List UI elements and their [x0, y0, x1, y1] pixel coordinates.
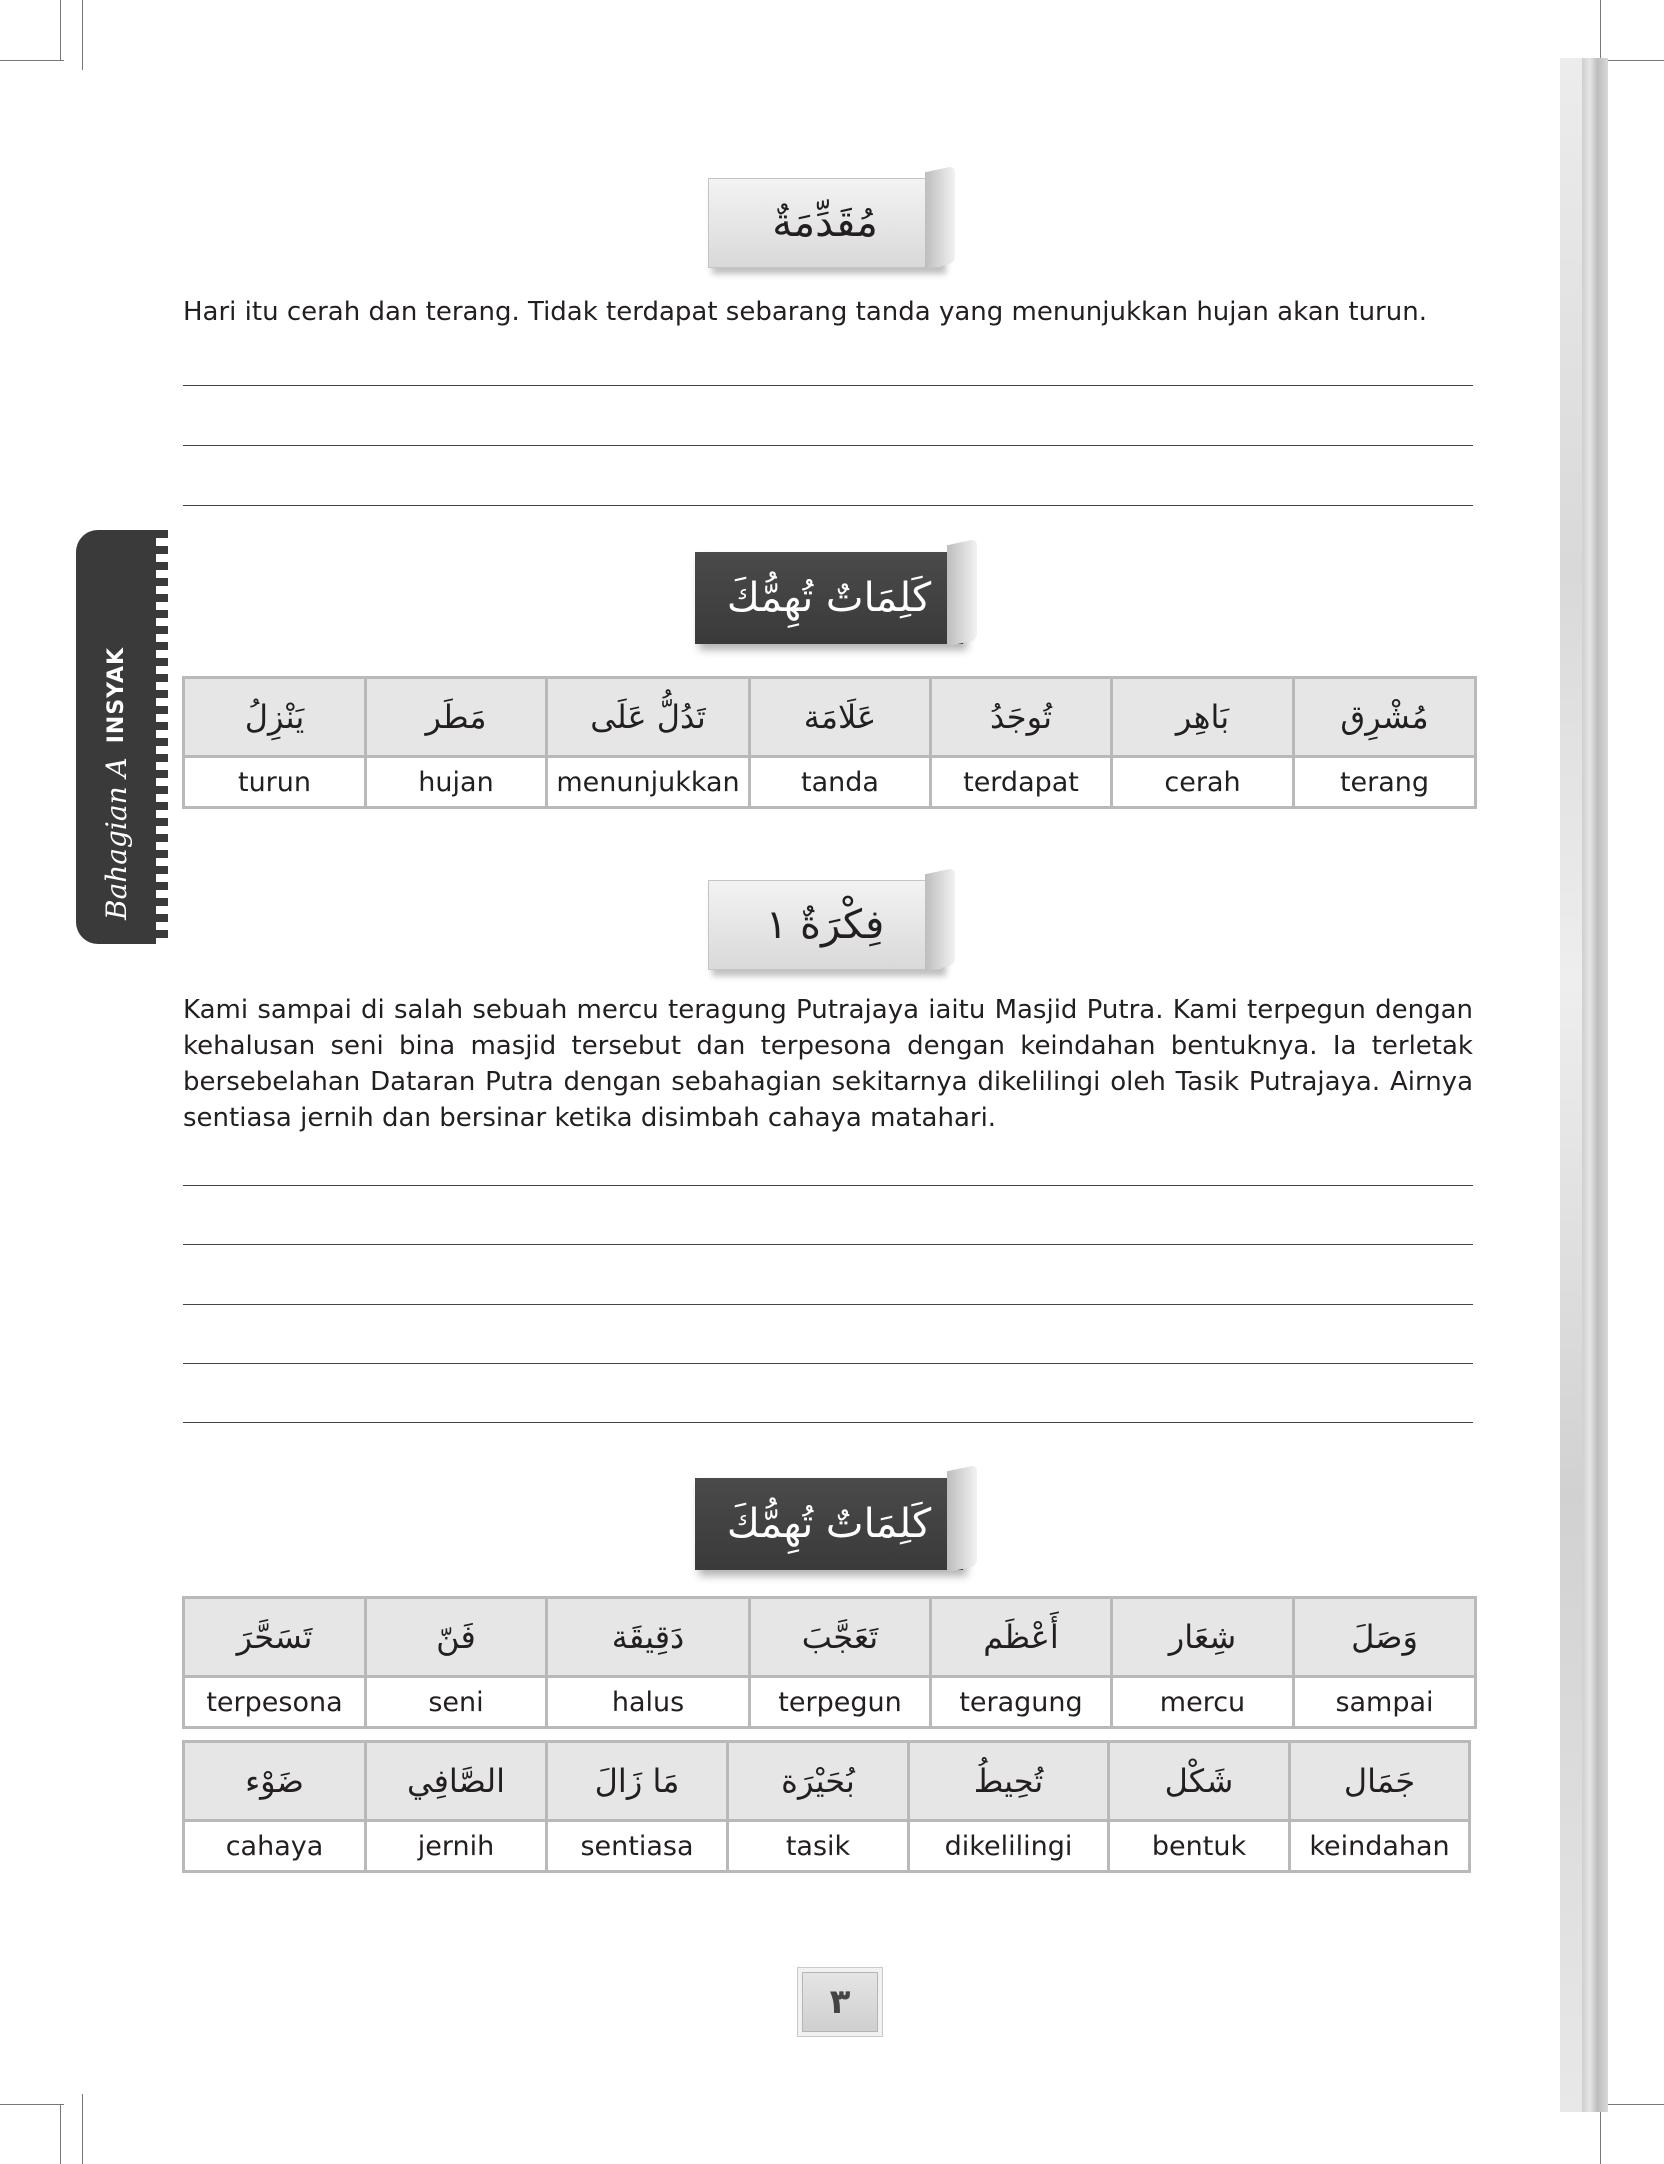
vocab-malay-cell: menunjukkan — [547, 757, 750, 808]
banner-intro-title: مُقَدِّمَةٌ — [772, 200, 878, 246]
vocab-row-malay — [184, 757, 1476, 808]
answer-line — [183, 1422, 1473, 1423]
vocab-arabic-cell: مَطَر — [366, 678, 547, 757]
side-tab-script: Bahagian A — [99, 757, 133, 920]
vocab-table-1 — [182, 676, 1477, 809]
vocab-malay-cell: cerah — [1112, 757, 1294, 808]
tab-zigzag-edge — [154, 530, 168, 944]
intro-paragraph: Hari itu cerah dan terang. Tidak terdapat sebarang tanda yang menunjukkan hujan akan turun. — [183, 297, 1427, 327]
vocab-arabic-cell: شِعَار — [1112, 1598, 1294, 1677]
vocab-malay-cell: teragung — [931, 1677, 1112, 1728]
vocab-malay-cell: halus — [547, 1677, 750, 1728]
vocab-malay-cell: keindahan — [1290, 1821, 1470, 1872]
vocab-row-arabic — [184, 1742, 1470, 1821]
vocab-arabic-cell: فَنّ — [366, 1598, 547, 1677]
vocab-malay-cell: turun — [184, 757, 366, 808]
banner-curl — [925, 868, 955, 971]
banner-vocab-title: كَلِمَاتٌ تُهِمُّكَ — [726, 575, 932, 621]
vocab-arabic-cell: بَاهِر — [1112, 678, 1294, 757]
banner-idea-1 — [708, 880, 942, 970]
banner-vocab-title: كَلِمَاتٌ تُهِمُّكَ — [726, 1501, 932, 1547]
vocab-row-malay — [184, 1821, 1470, 1872]
vocab-malay-cell: sampai — [1294, 1677, 1476, 1728]
crop-mark — [82, 2094, 83, 2164]
idea-1-paragraph: Kami sampai di salah sebuah mercu teragung Putrajaya iaitu Masjid Putra. Kami terpegun dengan kehalusan seni bina masjid tersebut dan terpesona dengan keindahan bentuknya. Ia terletak bersebelahan Dataran Putra dengan sebahagian sekitarnya dikelilingi oleh Tasik Putrajaya. Airnya sentiasa jernih dan bersinar ketika disimbah cahaya matahari. — [183, 995, 1473, 1133]
vocab-malay-cell: sentiasa — [547, 1821, 728, 1872]
vocab-arabic-cell: تَدُلُّ عَلَى — [547, 678, 750, 757]
banner-vocab-1 — [695, 552, 963, 644]
vocab-arabic-cell: مَا زَالَ — [547, 1742, 728, 1821]
crop-mark — [0, 60, 64, 61]
section-side-tab — [76, 530, 156, 944]
vocab-arabic-cell: وَصَلَ — [1294, 1598, 1476, 1677]
vocab-malay-cell: terang — [1294, 757, 1476, 808]
crop-mark — [1600, 60, 1664, 61]
page-number: ٣ — [802, 1972, 878, 2032]
vocab-malay-cell: jernih — [366, 1821, 547, 1872]
answer-line — [183, 385, 1473, 386]
vocab-arabic-cell: جَمَال — [1290, 1742, 1470, 1821]
vocab-arabic-cell: عَلَامَة — [750, 678, 931, 757]
vocab-malay-cell: mercu — [1112, 1677, 1294, 1728]
vocab-arabic-cell: شَكْل — [1109, 1742, 1290, 1821]
answer-line — [183, 1244, 1473, 1245]
vocab-table-2a — [182, 1596, 1477, 1729]
vocab-malay-cell: tasik — [728, 1821, 909, 1872]
vocab-malay-cell: terpegun — [750, 1677, 931, 1728]
vocab-arabic-cell: أَعْظَم — [931, 1598, 1112, 1677]
page-edge-strip — [1582, 58, 1608, 2112]
vocab-arabic-cell: الصَّافِي — [366, 1742, 547, 1821]
vocab-malay-cell: terdapat — [931, 757, 1112, 808]
answer-line — [183, 505, 1473, 506]
answer-line — [183, 1185, 1473, 1186]
crop-mark — [60, 0, 61, 60]
banner-intro — [708, 178, 942, 268]
vocab-malay-cell: seni — [366, 1677, 547, 1728]
crop-mark — [1600, 2104, 1664, 2105]
crop-mark — [60, 2104, 61, 2164]
vocab-malay-cell: bentuk — [1109, 1821, 1290, 1872]
side-tab-bold: INSYAK — [103, 646, 129, 744]
vocab-arabic-cell: تَسَحَّرَ — [184, 1598, 366, 1677]
vocab-row-arabic — [184, 1598, 1476, 1677]
vocab-arabic-cell: يَنْزِلُ — [184, 678, 366, 757]
banner-curl — [925, 166, 955, 269]
vocab-malay-cell: dikelilingi — [909, 1821, 1109, 1872]
crop-mark — [1600, 0, 1601, 60]
vocab-arabic-cell: بُحَيْرَة — [728, 1742, 909, 1821]
vocab-table-2b — [182, 1740, 1471, 1873]
vocab-arabic-cell: تَعَجَّبَ — [750, 1598, 931, 1677]
vocab-arabic-cell: تُوجَدُ — [931, 678, 1112, 757]
vocab-arabic-cell: ضَوْء — [184, 1742, 366, 1821]
vocab-arabic-cell: تُحِيطُ — [909, 1742, 1109, 1821]
vocab-arabic-cell: دَقِيقَة — [547, 1598, 750, 1677]
banner-curl — [947, 1465, 977, 1573]
vocab-malay-cell: tanda — [750, 757, 931, 808]
vocab-malay-cell: cahaya — [184, 1821, 366, 1872]
answer-line — [183, 445, 1473, 446]
page-edge-photo — [1560, 58, 1582, 2112]
answer-line — [183, 1304, 1473, 1305]
vocab-row-malay — [184, 1677, 1476, 1728]
banner-idea-title: فِكْرَةٌ ١ — [765, 902, 885, 948]
vocab-malay-cell: hujan — [366, 757, 547, 808]
vocab-row-arabic — [184, 678, 1476, 757]
banner-curl — [947, 539, 977, 647]
crop-mark — [82, 0, 83, 70]
banner-vocab-2 — [695, 1478, 963, 1570]
crop-mark — [0, 2104, 64, 2105]
crop-mark — [1600, 2104, 1601, 2164]
side-tab-label — [84, 530, 148, 944]
vocab-malay-cell: terpesona — [184, 1677, 366, 1728]
vocab-arabic-cell: مُشْرِق — [1294, 678, 1476, 757]
answer-line — [183, 1363, 1473, 1364]
